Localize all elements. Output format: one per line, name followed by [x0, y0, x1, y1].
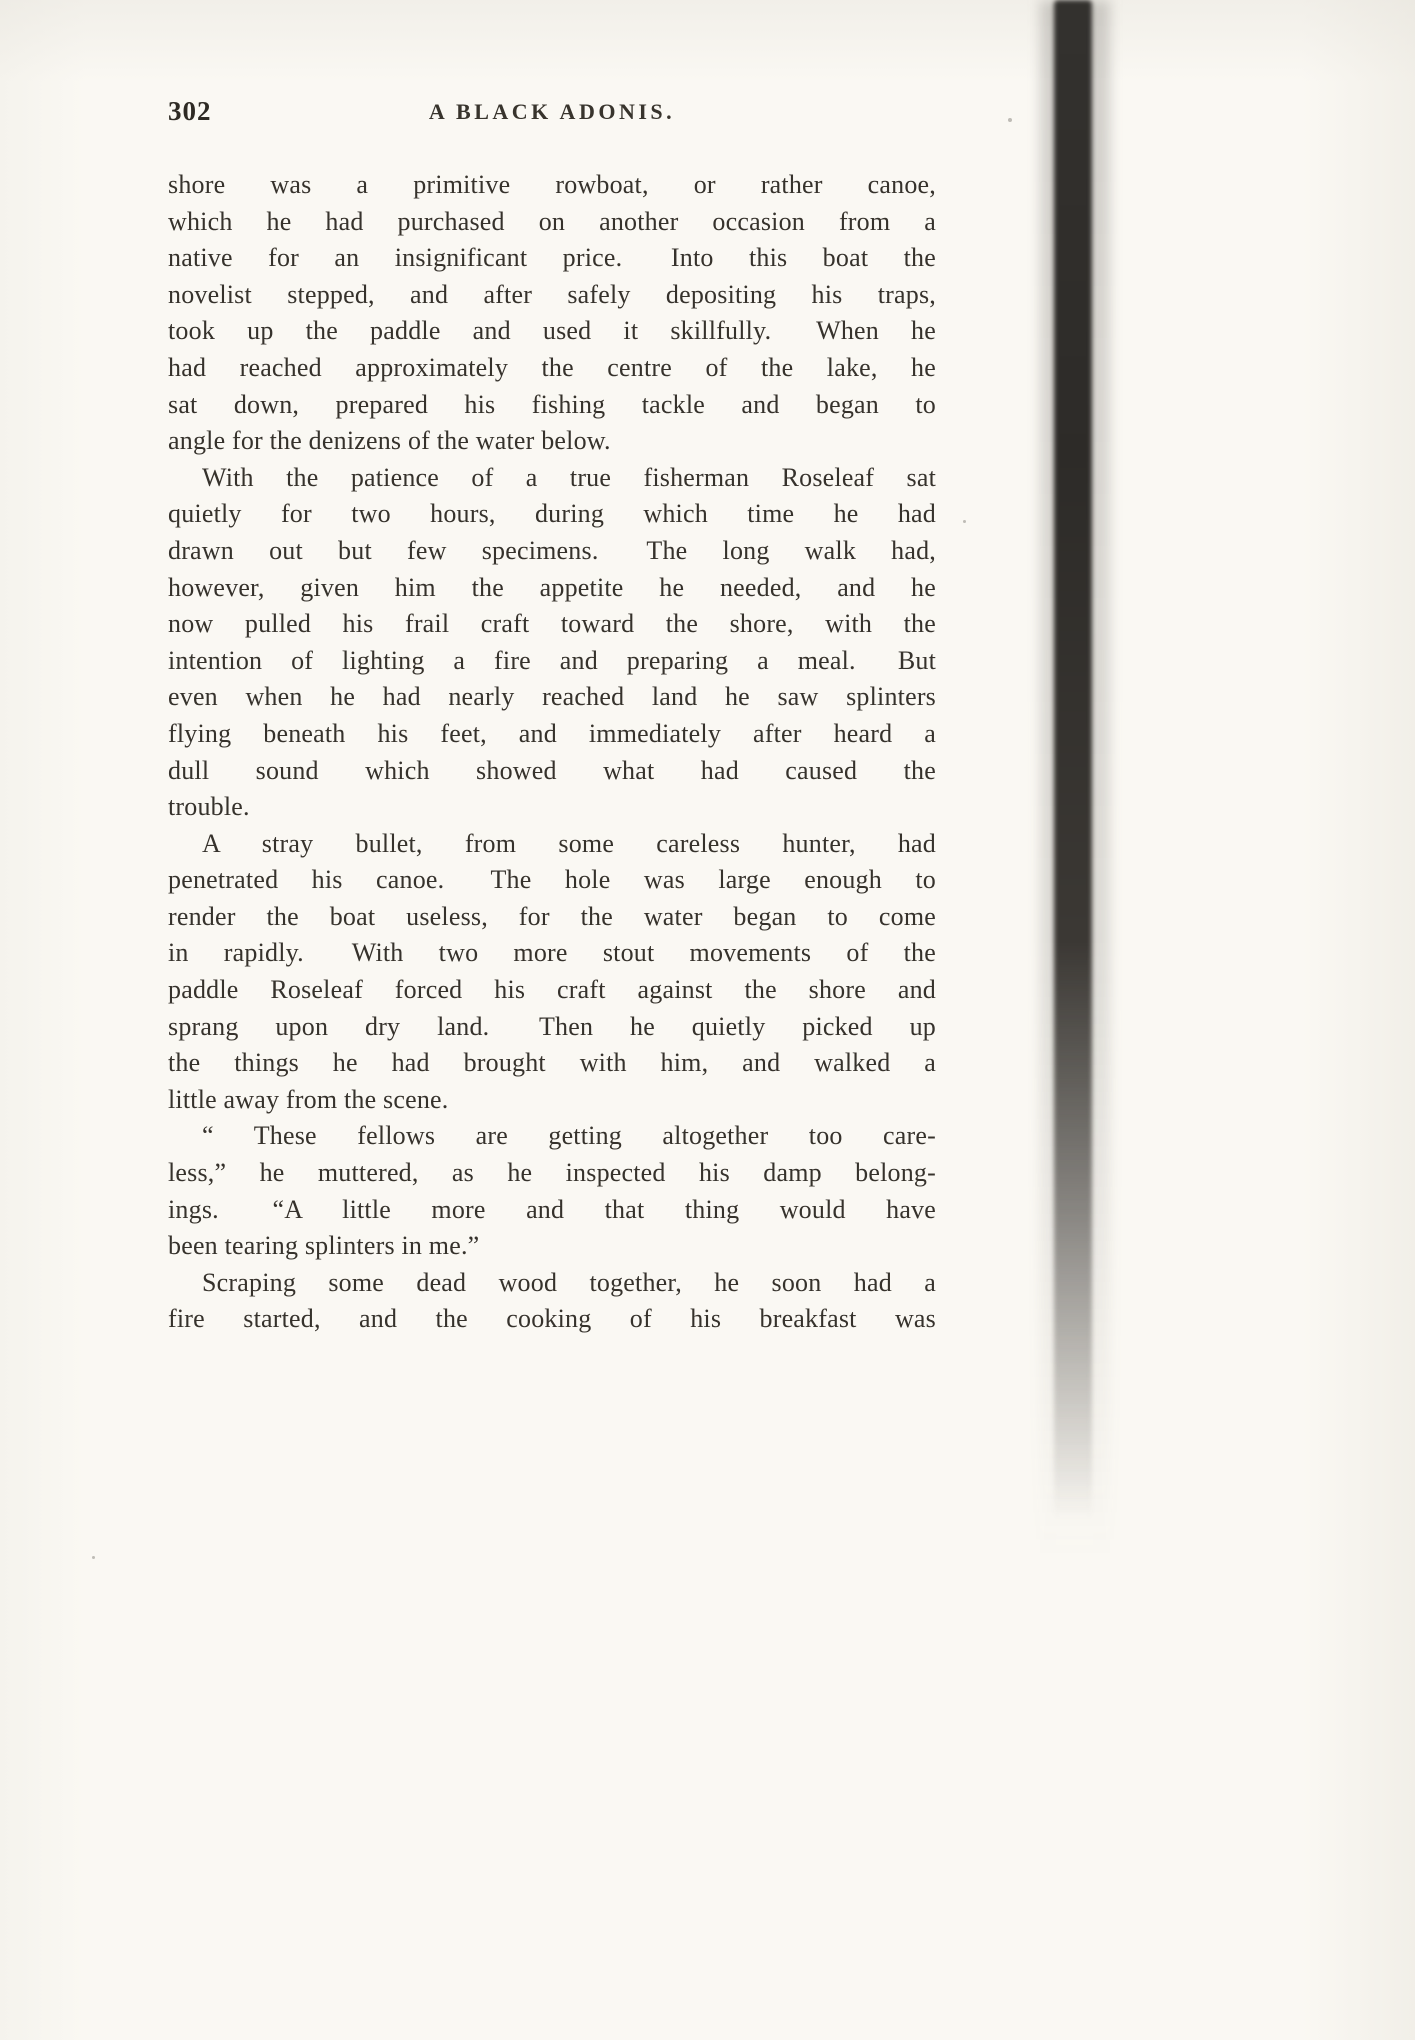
running-header: [168, 96, 936, 130]
text-line: the things he had brought with him, and walked a: [168, 1048, 936, 1078]
text-line: sat down, prepared his fishing tackle and began to: [168, 389, 936, 419]
text-line: angle for the denizens of the water below.: [168, 426, 611, 456]
text-line: dull sound which showed what had caused the: [168, 755, 936, 785]
page-number: 302: [168, 96, 212, 126]
text-line: shore was a primitive rowboat, or rather canoe,: [168, 170, 936, 199]
text-line: novelist stepped, and after safely depositing his traps,: [168, 279, 936, 309]
text-line: less,” he muttered, as he inspected his damp belong-: [168, 1158, 936, 1188]
text-line: “ These fellows are getting altogether too care-: [202, 1121, 936, 1151]
text-line: however, given him the appetite he needed, and he: [168, 572, 936, 602]
text-line: Scraping some dead wood together, he soon had a: [202, 1267, 936, 1297]
text-line: With the patience of a true fisherman Roseleaf sat: [202, 462, 936, 492]
text-line: had reached approximately the centre of the lake, he: [168, 352, 936, 382]
text-line: which he had purchased on another occasion from a: [168, 206, 936, 236]
text-line: quietly for two hours, during which time he had: [168, 499, 936, 529]
text-line: A stray bullet, from some careless hunter, had: [202, 828, 936, 858]
text-line: little away from the scene.: [168, 1084, 449, 1114]
text-block: [168, 167, 936, 1338]
text-line: paddle Roseleaf forced his craft against the shore and: [168, 975, 936, 1005]
book-edge-shadow: [1054, 0, 1092, 1520]
text-line: been tearing splinters in me.”: [168, 1231, 480, 1261]
text-line: in rapidly. With two more stout movements of the: [168, 938, 936, 968]
text-line: intention of lighting a fire and preparing a meal. But: [168, 645, 936, 675]
scan-speck: [1008, 118, 1012, 122]
running-header-title: A BLACK ADONIS.: [428, 99, 676, 124]
text-line: flying beneath his feet, and immediately after heard a: [168, 718, 936, 748]
scan-speck: [92, 1556, 95, 1559]
text-line: render the boat useless, for the water began to come: [168, 901, 936, 931]
text-line: even when he had nearly reached land he saw splinters: [168, 682, 936, 712]
text-line: drawn out but few specimens. The long walk had,: [168, 535, 936, 565]
text-line: now pulled his frail craft toward the shore, with the: [168, 609, 936, 639]
text-line: penetrated his canoe. The hole was large enough to: [168, 865, 936, 895]
text-line: ings. “A little more and that thing would have: [168, 1194, 936, 1224]
text-line: took up the paddle and used it skillfully. When he: [168, 316, 936, 346]
text-line: native for an insignificant price. Into this boat the: [168, 243, 936, 273]
text-line: fire started, and the cooking of his breakfast was: [168, 1304, 936, 1334]
text-line: sprang upon dry land. Then he quietly picked up: [168, 1011, 936, 1041]
scan-speck: [963, 520, 966, 523]
text-line: trouble.: [168, 792, 250, 822]
